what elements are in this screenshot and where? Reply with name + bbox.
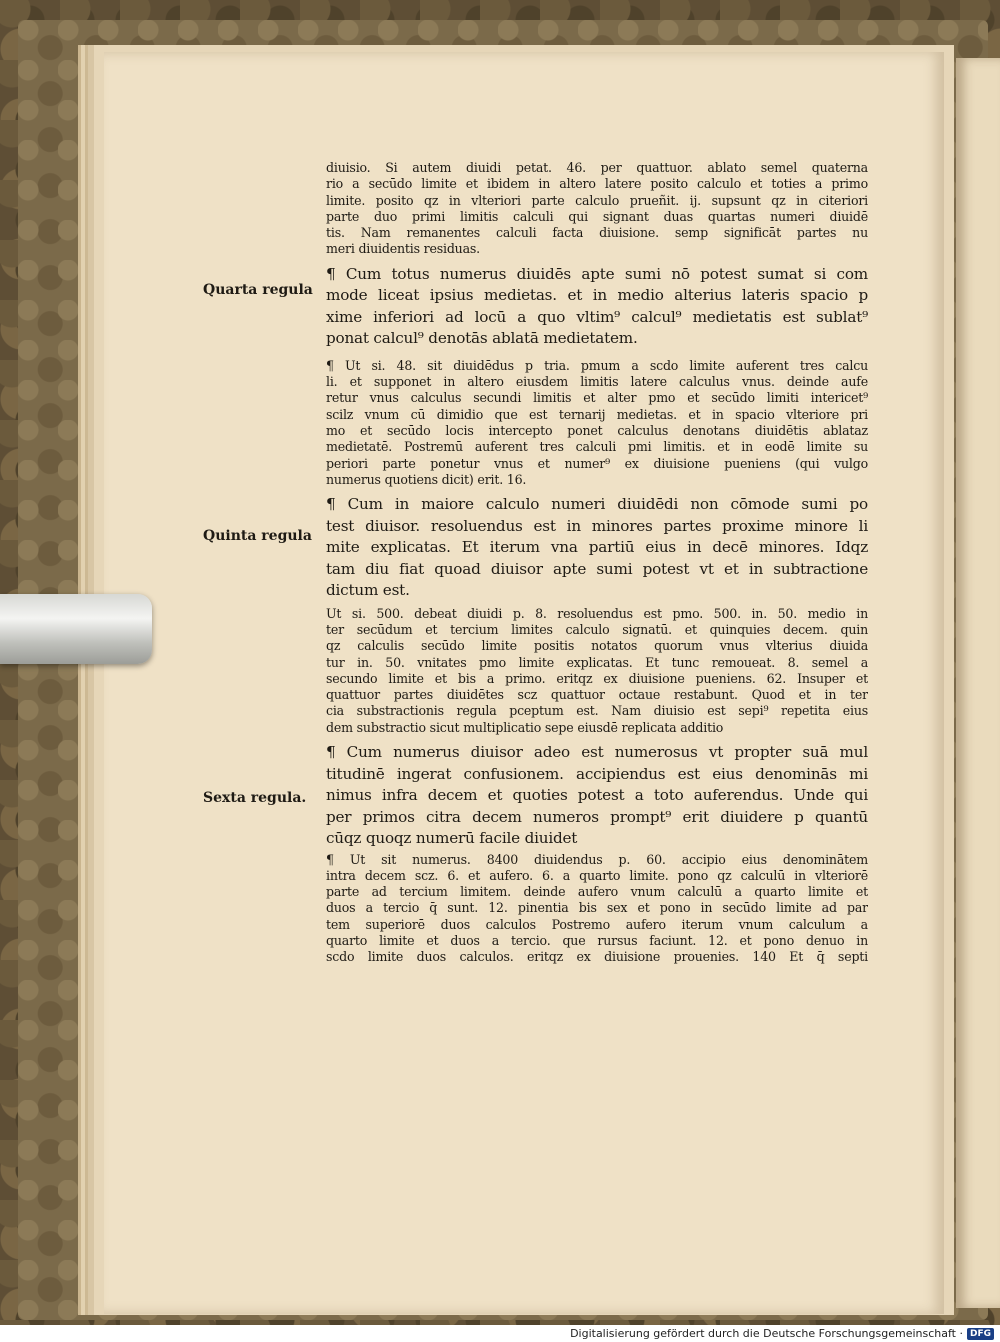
paragraph-6 (326, 742, 868, 850)
text-line: tis. Nam remanentes calculi facta diuisione. semp significāt partes nu (326, 225, 868, 241)
text-line: periori parte ponetur vnus et numer⁹ ex diuisione pueniens (qui vulgo (326, 455, 868, 471)
text-line: scdo limite duos calculos. eritqz ex diuisione prouenies. 140 Et q̄ septi (326, 949, 868, 965)
text-line: tur in. 50. vnitates pmo limite explicatas. Et tunc remoueat. 8. semel a (326, 654, 868, 670)
text-line: test diuisor. resoluendus est in minores partes proxime minore li (326, 516, 868, 535)
paragraph-5 (326, 606, 868, 736)
margin-note-quarta: Quarta regula (203, 282, 313, 298)
text-line: ter secūdum et tercium limites calculo signatū. et quinquies decem. quin (326, 621, 868, 637)
text-line: rio a secūdo limite et ibidem in altero latere posito calculo et toties a primo (326, 176, 868, 192)
paragraph-4 (326, 494, 868, 602)
footer-text: Digitalisierung gefördert durch die Deutsche Forschungsgemeinschaft · (570, 1327, 963, 1340)
text-line: dem substractio sicut multiplicatio sepe eiusdē replicata additio (326, 719, 724, 735)
text-line: qz calculis secūdo limite positis notatos quorum vnus vlterius diuida (326, 638, 868, 654)
text-line: tem superiorē duos calculos Postremo aufero iterum vnum calculum a (326, 916, 868, 932)
text-line: dictum est. (326, 581, 410, 600)
text-line: quattuor partes diuidētes scz quattuor octaue restabunt. Quod et in ter (326, 687, 868, 703)
page-holder-clip (0, 594, 152, 664)
text-line: ¶ Cum numerus diuisor adeo est numerosus vt propter suā mul (326, 743, 868, 762)
text-line: mode liceat ipsius medietas. et in medio alterius lateris spacio p (326, 286, 868, 305)
text-line: cūqz quoqz numerū facile diuidet (326, 829, 578, 848)
text-line: cia substractionis regula pceptum est. Nam diuisio est sepi⁹ repetita eius (326, 703, 868, 719)
text-line: numerus quotiens dicit) erit. 16. (326, 471, 527, 487)
margin-note-quinta: Quinta regula (203, 528, 312, 544)
text-line: ¶ Ut si. 48. sit diuidēdus p tria. pmum a scdo limite auferent tres calcu (326, 357, 868, 373)
paragraph-7 (326, 852, 868, 966)
text-line: ponat calcul⁹ denotās ablatā medietatem. (326, 329, 638, 348)
text-line: nimus infra decem et quoties potest a toto auferendus. Unde qui (326, 786, 868, 805)
text-line: xime inferiori ad locū a quo vltim⁹ calcul⁹ medietatis est sublat⁹ (326, 307, 868, 326)
margin-note-sexta: Sexta regula. (203, 790, 307, 806)
text-line: Ut si. 500. debeat diuidi p. 8. resoluendus est pmo. 500. in. 50. medio in (326, 605, 868, 621)
text-line: per primos citra decem numeros prompt⁹ erit diuidere p quantū (326, 807, 868, 826)
text-line: duos a tercio q̄ sunt. 12. pinentia bis sex et pono in secūdo limite ad par (326, 900, 868, 916)
text-line: ¶ Cum totus numerus diuidēs apte sumi nō potest sumat si com (326, 264, 868, 283)
paragraph-1 (326, 160, 868, 258)
text-line: li. et supponet in altero eiusdem limitis latere calculus vnus. deinde aufe (326, 374, 868, 390)
text-line: parte ad tercium limitem. deinde aufero vnum calculū a quarto limite et (326, 884, 868, 900)
text-line: tam diu fiat quoad diuisor apte sumi potest vt et in subtractione (326, 559, 868, 578)
dfg-logo: DFG (967, 1328, 994, 1340)
text-line: medietatē. Postremū auferent tres calculi pmi limitis. et in eodē limite su (326, 439, 868, 455)
text-line: mo et secūdo locis intercepto ponet calculus denotans diuidētis ablataz (326, 422, 868, 438)
text-line: secundo limite et bis a primo. eritqz ex diuisione pueniens. 62. Insuper et (326, 670, 868, 686)
text-line: scilz vnum cū dimidio que est ternarij medietas. et in spacio vlteriore pri (326, 406, 868, 422)
footer-credit (570, 1327, 994, 1340)
text-line: intra decem scz. 6. et aufero. 6. a quarto limite. pono qz calculū in vlteriorē (326, 867, 868, 883)
text-line: retur vnus calculus secundi limitis et alter pmo et secūdo limiti intericet⁹ (326, 390, 868, 406)
paragraph-2 (326, 264, 868, 350)
text-line: meri diuidentis residuas. (326, 241, 480, 257)
text-line: mite explicatas. Et iterum vna partiū eius in decē minores. Idqz (326, 538, 868, 557)
text-line: quarto limite et duos a tercio. que rursus faciunt. 12. et pono denuo in (326, 933, 868, 949)
text-line: titudinē ingerat confusionem. accipiendus est eius denominās mi (326, 764, 868, 783)
text-line: diuisio. Si autem diuidi petat. 46. per quattuor. ablato semel quaterna (326, 160, 868, 175)
main-text (326, 160, 868, 966)
text-line: parte duo primi limitis calculi qui signant duas quartas numeri diuidē (326, 208, 868, 224)
paragraph-3 (326, 358, 868, 488)
text-line: limite. posito qz in vlteriori parte calculo prueñit. ij. supsunt qz in citeriori (326, 192, 868, 208)
text-line: ¶ Ut sit numerus. 8400 diuidendus p. 60. accipio eius denominātem (326, 851, 868, 867)
text-line: ¶ Cum in maiore calculo numeri diuidēdi non cōmode sumi po (326, 495, 868, 514)
facing-page-edge (956, 58, 1000, 1308)
